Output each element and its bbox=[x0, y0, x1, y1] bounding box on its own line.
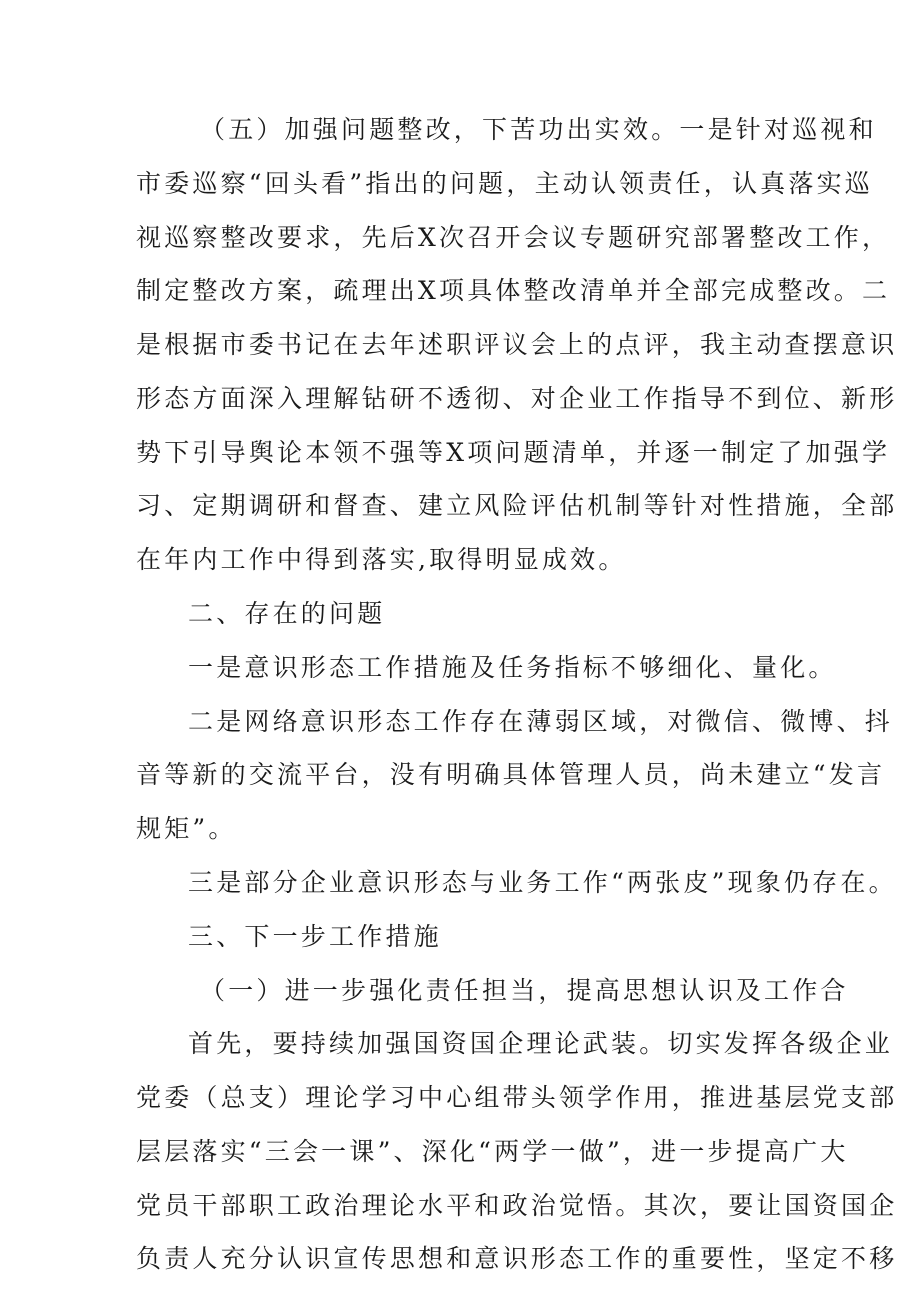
paragraph-line: 习、定期调研和督查、建立风险评估机制等针对性措施，全部 bbox=[136, 491, 898, 520]
paragraph-line: 制定整改方案，疏理出X项具体整改清单并全部完成整改。二 bbox=[136, 276, 891, 305]
paragraph-line: 负责人充分认识宣传思想和意识形态工作的重要性，坚定不移 bbox=[136, 1244, 898, 1273]
paragraph-line: 势下引导舆论本领不强等X项问题清单，并逐一制定了加强学 bbox=[136, 438, 891, 467]
paragraph-line: 党委（总支）理论学习中心组带头领学作用，推进基层党支部 bbox=[136, 1083, 898, 1112]
paragraph-line: 视巡察整改要求，先后X次召开会议专题研究部署整改工作， bbox=[136, 223, 891, 252]
paragraph-line: 一是意识形态工作措施及任务指标不够细化、量化。 bbox=[188, 653, 837, 682]
paragraph-line: 层层落实“三会一课”、深化“两学一做”，进一步提高广大 bbox=[136, 1137, 849, 1166]
paragraph-line: （五）加强问题整改，下苦功出实效。一是针对巡视和 bbox=[200, 115, 877, 144]
section-heading-problems: 二、存在的问题 bbox=[188, 599, 386, 628]
paragraph-line: 首先，要持续加强国资国企理论武装。切实发挥各级企业 bbox=[188, 1029, 894, 1058]
paragraph-line: 规矩”。 bbox=[136, 814, 237, 843]
paragraph-line: 党员干部职工政治理论水平和政治觉悟。其次，要让国资国企 bbox=[136, 1191, 898, 1220]
paragraph-line: 市委巡察“回头看”指出的问题，主动认领责任，认真落实巡 bbox=[136, 169, 873, 198]
subsection-heading: （一）进一步强化责任担当，提高思想认识及工作合 bbox=[200, 976, 849, 1005]
paragraph-line: 是根据市委书记在去年述职评议会上的点评，我主动查摆意识 bbox=[136, 330, 898, 359]
section-heading-next-steps: 三、下一步工作措施 bbox=[188, 922, 442, 951]
paragraph-line: 音等新的交流平台，没有明确具体管理人员，尚未建立“发言 bbox=[136, 760, 886, 789]
paragraph-line: 在年内工作中得到落实,取得明显成效。 bbox=[136, 545, 627, 574]
paragraph-line: 形态方面深入理解钻研不透彻、对企业工作指导不到位、新形 bbox=[136, 384, 898, 413]
paragraph-line: 二是网络意识形态工作存在薄弱区域，对微信、微博、抖 bbox=[188, 707, 894, 736]
paragraph-line: 三是部分企业意识形态与业务工作“两张皮”现象仍存在。 bbox=[188, 868, 897, 897]
